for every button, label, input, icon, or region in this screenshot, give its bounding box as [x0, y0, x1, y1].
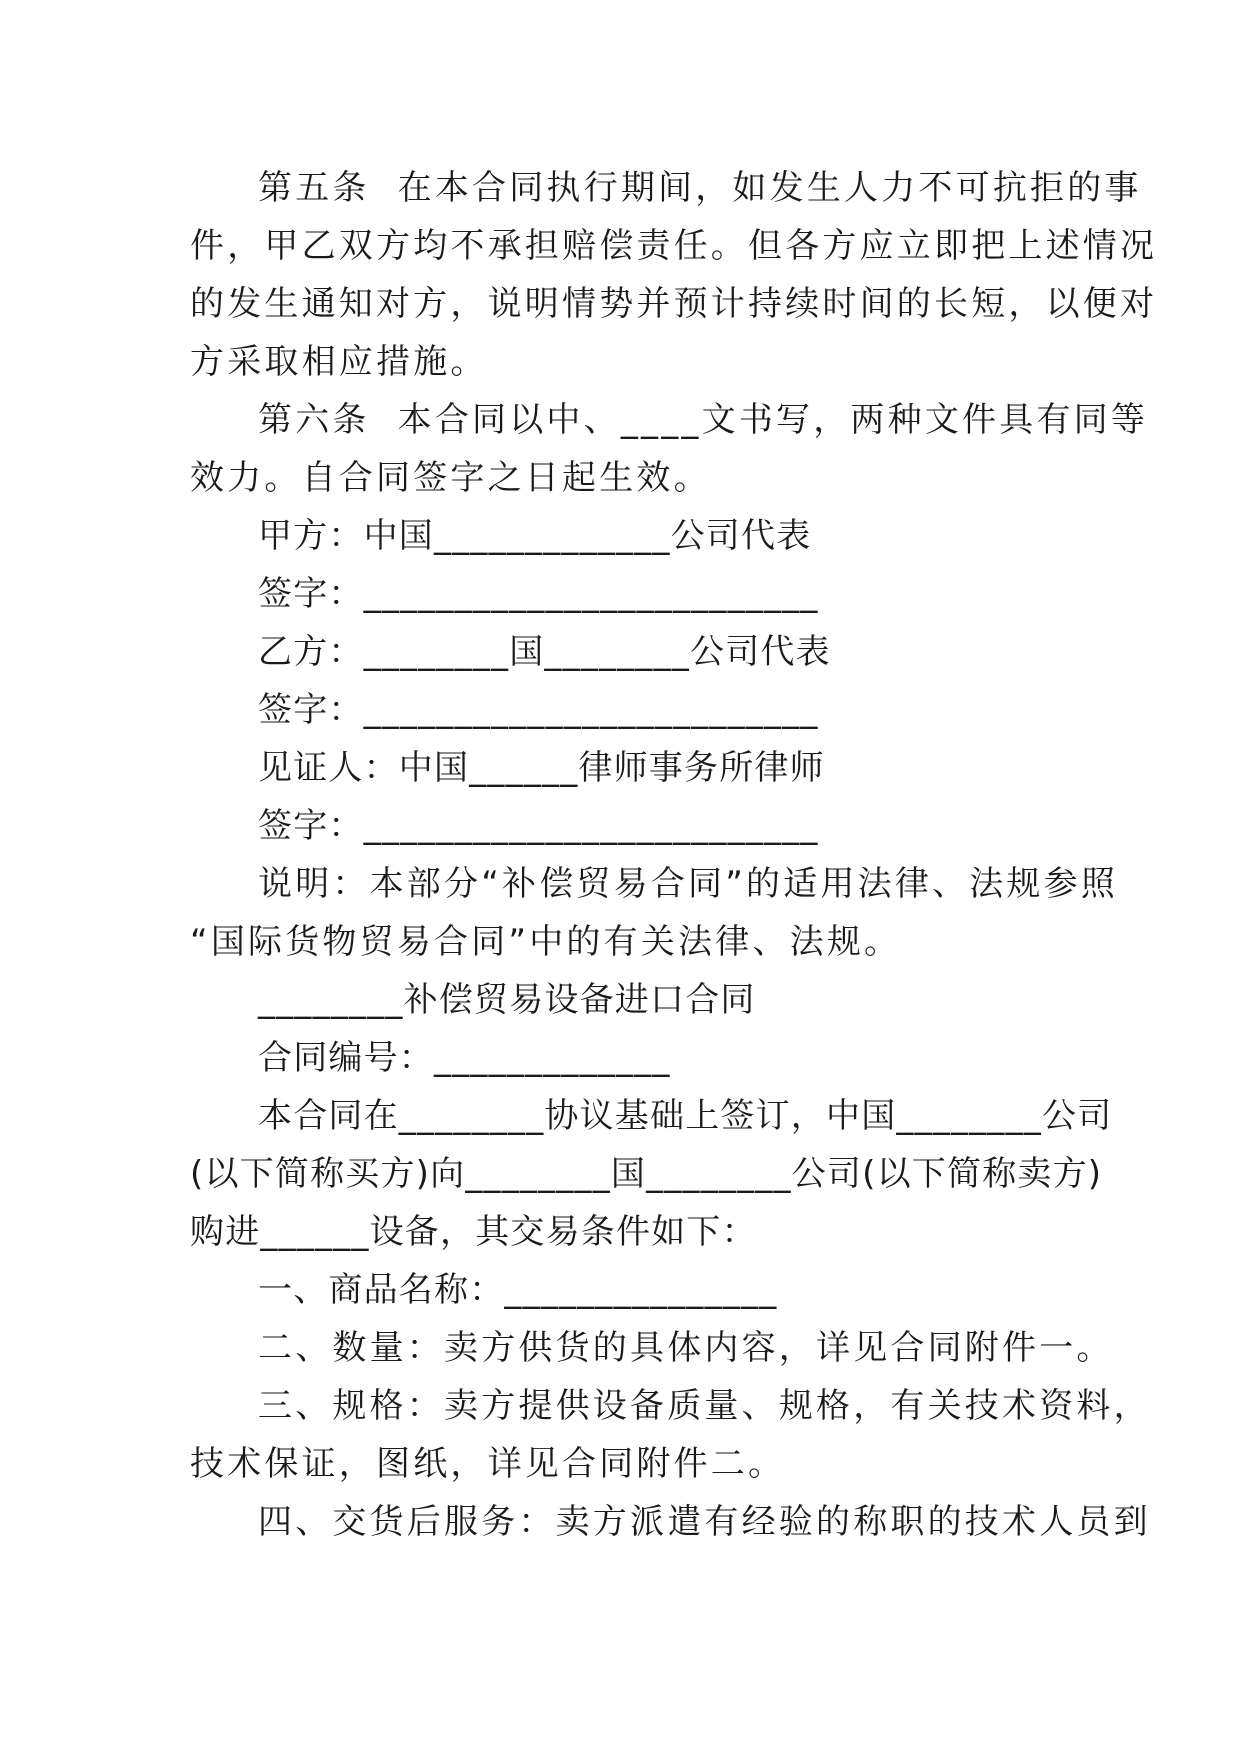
- note-line-1: 说明：本部分“补偿贸易合同”的适用法律、法规参照: [258, 864, 1119, 904]
- clause-2-line: 二、数量：卖方供货的具体内容，详见合同附件一。: [258, 1328, 1114, 1368]
- clause-1-line: 一、商品名称：_______________: [258, 1270, 778, 1310]
- article-6-line-2: 效力。自合同签字之日起生效。: [190, 458, 711, 498]
- witness-line: 见证人：中国______律师事务所律师: [258, 748, 825, 788]
- clause-3-line-2: 技术保证，图纸，详见合同附件二。: [190, 1444, 786, 1484]
- party-a-signature-line: 签字：_________________________: [258, 574, 819, 614]
- article-6-line-1: 第六条 本合同以中、____文书写，两种文件具有同等: [258, 400, 1149, 440]
- contract-number-line: 合同编号：_____________: [258, 1038, 671, 1078]
- preamble-line-2: (以下简称买方)向________国________公司(以下简称卖方): [190, 1154, 1103, 1194]
- witness-signature-line: 签字：_________________________: [258, 806, 819, 846]
- clause-3-line-1: 三、规格：卖方提供设备质量、规格，有关技术资料，: [258, 1386, 1151, 1426]
- clause-4-line-1: 四、交货后服务：卖方派遣有经验的称职的技术人员到: [258, 1502, 1151, 1542]
- article-5-line-4: 方采取相应措施。: [190, 342, 488, 382]
- note-line-2: “国际货物贸易合同”中的有关法律、法规。: [190, 922, 902, 962]
- preamble-line-3: 购进______设备，其交易条件如下：: [190, 1212, 757, 1252]
- party-a-line: 甲方：中国_____________公司代表: [258, 516, 812, 556]
- article-5-line-1: 第五条 在本合同执行期间，如发生人力不可抗拒的事: [258, 168, 1142, 208]
- article-5-line-3: 的发生通知对方，说明情势并预计持续时间的长短，以便对: [190, 284, 1158, 324]
- party-b-line: 乙方：________国________公司代表: [258, 632, 831, 672]
- preamble-line-1: 本合同在________协议基础上签订，中国________公司: [258, 1096, 1113, 1136]
- article-5-line-2: 件，甲乙双方均不承担赔偿责任。但各方应立即把上述情况: [190, 226, 1158, 266]
- contract-title: ________补偿贸易设备进口合同: [258, 980, 756, 1020]
- party-b-signature-line: 签字：_________________________: [258, 690, 819, 730]
